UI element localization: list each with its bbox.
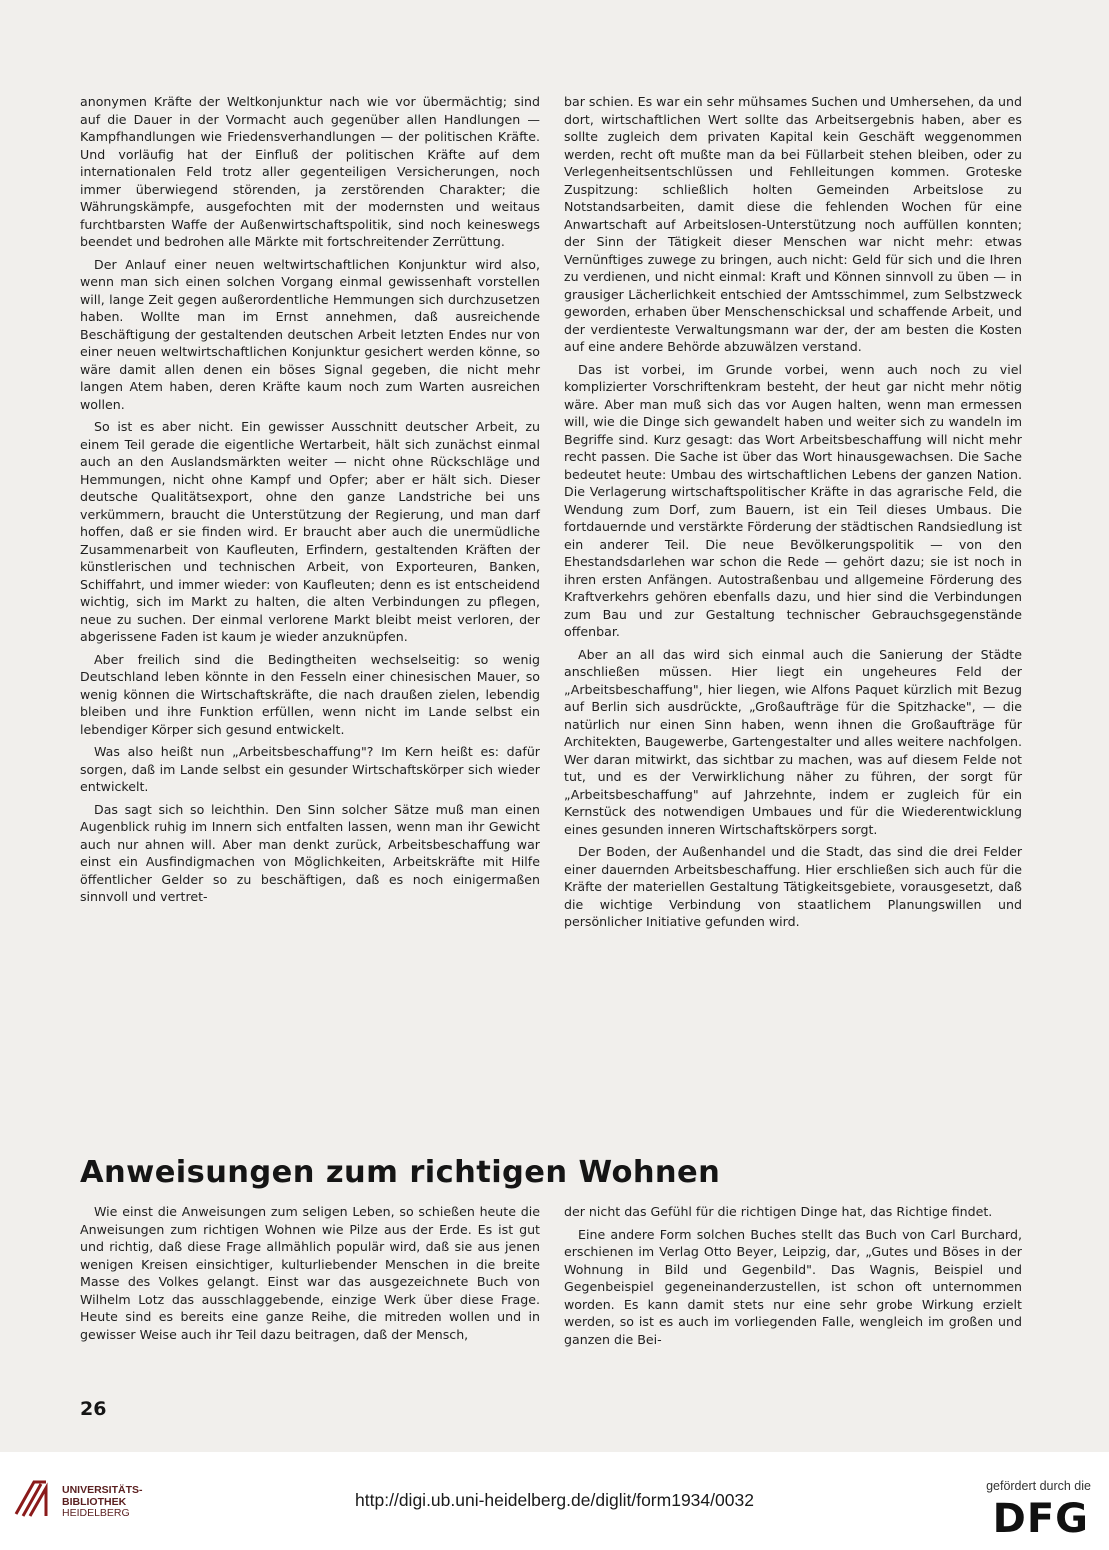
paragraph: Aber freilich sind die Bedingtheiten wechselseitig: so wenig Deutschland leben könnte in den Fesseln einer chinesischen Mauer, so wenig können die Wirtschaftskräfte, die nach draußen zielen, lebendig bleiben und ihre Funktion erfüllen, wenn nicht im Lande selbst ein lebendiger Körper sich gesund entwickelt. <box>80 651 540 737</box>
article-top-right-column <box>564 93 1022 936</box>
paragraph: anonymen Kräfte der Weltkonjunktur nach wie vor übermächtig; sind auf die Dauer in der Vormacht auch gegenüber allen Handlungen — Kampfhandlungen wie Friedensverhandlungen — der politischen Kräfte. Und vorläufig hat der Einfluß der politischen Kräfte auf dem internationalen Feld trotz aller gegenteiligen Versicherungen, noch immer überwiegend störenden, ja zerstörenden Charakter; die Währungskämpfe, ausgefochten mit der modernsten und weitaus furchtbarsten Waffe der Außenwirtschaftspolitik, sind noch keineswegs beendet und bedrohen alle Märkte mit fortschreitender Zerrüttung. <box>80 94 540 249</box>
paragraph: Der Anlauf einer neuen weltwirtschaftlichen Konjunktur wird also, wenn man sich einen solchen Vorgang einmal gewissenhaft vorstellen will, lange Zeit gegen außerordentliche Hemmungen sich durchzusetzen haben. Wollte man im Ernst annehmen, daß ausreichende Beschäftigung der gestaltenden deutschen Arbeit letzten Endes nur von einer neuen weltwirtschaftlichen Konjunktur gesichert werden könne, so wäre damit allen denen ein böses Signal gegeben, die nicht mehr langen Atem haben, deren Kräfte kaum noch zum Warten ausreichen wollen. <box>80 256 540 412</box>
funding-note: gefördert durch die <box>986 1479 1091 1493</box>
page-number: 26 <box>80 1398 107 1420</box>
paragraph: Wie einst die Anweisungen zum seligen Leben, so schießen heute die Anweisungen zum richtigen Wohnen wie Pilze aus der Erde. Es ist gut und richtig, daß diese Frage allmählich populär wird, daß sie aus jenen wenigen Kreisen einsichtiger, kulturliebender Menschen in die breite Masse des Volkes gelangt. Einst war das ausgezeichnete Buch von Wilhelm Lotz das ausschlaggebende, einzige Werk über diese Frage. Heute sind es bereits eine ganze Reihe, die mitreden wollen und in gewisser Weise auch ihr Teil dazu beitragen, daß der Mensch, <box>80 1204 540 1342</box>
article-headline: Anweisungen zum richtigen Wohnen <box>80 1155 721 1190</box>
paragraph: Das sagt sich so leichthin. Den Sinn solcher Sätze muß man einen Augenblick ruhig im Innern sich entfalten lassen, wenn man ihr Gewicht auch nur ahnen will. Aber man denkt zurück, Arbeitsbeschaffung war einst ein Ausfindigmachen von Möglichkeiten, Arbeitskräfte mit Hilfe öffentlicher Gelder so zu beschäftigen, daß es noch einigermaßen sinnvoll und vertret- <box>80 801 540 904</box>
library-name-line: HEIDELBERG <box>62 1507 130 1519</box>
article-bottom-left-column <box>80 1203 540 1348</box>
dfg-logo-text: DFG <box>992 1496 1089 1536</box>
digitization-footer <box>0 1452 1109 1550</box>
paragraph: Das ist vorbei, im Grunde vorbei, wenn auch noch zu viel komplizierter Vorschriftenkram besteht, der heut gar nicht mehr nötig wäre. Aber man muß sich das vor Augen halten, wenn man ermessen will, wie die Dinge sich gewandelt haben und weiter sich zu wandeln im Begriffe sind. Kurz gesagt: das Wort Arbeitsbeschaffung will nicht mehr recht passen. Die Sache ist über das Wort hinausgewachsen. Die Sache bedeutet heute: Umbau des wirtschaftlichen Lebens der ganzen Nation. Die Verlagerung wirtschaftspolitischer Kräfte in das agrarische Feld, die Wendung zum Dorf, zum Bauern, ist ein Teil dieses Umbaus. Die fortdauernde und verstärkte Förderung der städtischen Randsiedlung ist ein anderer Teil. Die neue Bevölkerungspolitik — von den Ehestandsdarlehen war schon die Rede — gehört dazu; sie ist noch in ihren ersten Anfängen. Autostraßenbau und allgemeine Förderung des Kraftverkehrs gehören ebenfalls dazu, und hier sind die Verbindungen zum Bau und zur Gestaltung technischer Gebrauchsgegenstände offenbar. <box>564 361 1022 639</box>
article-bottom-right-column <box>564 1203 1022 1353</box>
paragraph: So ist es aber nicht. Ein gewisser Ausschnitt deutscher Arbeit, zu einem Teil gerade die eigentliche Wertarbeit, hält sich zunächst einmal auch an den Auslandsmärkten weiter — nicht ohne Rückschläge und Hemmungen, nicht ohne Kampf und Opfer; aber er hält sich. Dieser deutsche Qualitätsexport, ohne den ganze Landstriche bei uns verkümmern, braucht die Unterstützung der Regierung, und man darf hoffen, daß er sie finden wird. Er braucht aber auch die unermüdliche Zusammenarbeit von Kaufleuten, Erfindern, gestaltenden Kräften der künstlerischen und technischen Arbeit, von Exporteuren, Banken, Schiffahrt, und immer wieder: von Kaufleuten; denn es ist entscheidend wichtig, sich im Markt zu halten, die alten Verbindungen zu pflegen, neue zu suchen. Der einmal verlorene Markt bleibt meist verloren, der abgerissene Faden ist kaum je wieder anzuknüpfen. <box>80 419 540 644</box>
library-name-line: UNIVERSITÄTS- <box>62 1484 143 1496</box>
paragraph: Was also heißt nun „Arbeitsbeschaffung"? Im Kern heißt es: dafür sorgen, daß im Lande selbst ein gesunder Wirtschaftskörper sich wieder entwickelt. <box>80 744 540 794</box>
paragraph: der nicht das Gefühl für die richtigen Dinge hat, das Richtige findet. <box>564 1204 993 1219</box>
article-top-left-column <box>80 93 540 911</box>
paragraph: Eine andere Form solchen Buches stellt das Buch von Carl Burchard, erschienen im Verlag Otto Beyer, Leipzig, dar, „Gutes und Böses in der Wohnung in Bild und Gegenbild". Das Wagnis, Beispiel und Gegenbeispiel gegeneinanderzustellen, ist schon oft unternommen worden. Es kann damit stets nur eine sehr grobe Wirkung erzielt werden, so ist es auch im vorliegenden Falle, wengleich im großen und ganzen die Bei- <box>564 1226 1022 1347</box>
paragraph: Aber an all das wird sich einmal auch die Sanierung der Städte anschließen müssen. Hier liegt ein ungeheures Feld der „Arbeitsbeschaffung", hier liegen, wie Alfons Paquet kürzlich mit Bezug auf Berlin sich ausdrückte, „Großaufträge für die Spitzhacke", — die natürlich nur einen Sinn haben, wenn ihnen die Großaufträge für Architekten, Baugewerbe, Gartengestalter und alles weitere nachfolgen. Wer daran mitwirkt, das sichtbar zu machen, was auf diesem Felde not tut, und es der Verwirklichung näher zu führen, der sorgt für „Arbeitsbeschaffung" auf Jahrzehnte, indem er zugleich für ein Kernstück des notwendigen Umbaues und für die Wiederentwicklung eines gesunden inneren Wirtschaftskörpers sorgt. <box>564 646 1022 837</box>
source-url-link[interactable]: http://digi.ub.uni-heidelberg.de/diglit/form1934/0032 <box>355 1490 754 1510</box>
dfg-logo-icon[interactable] <box>981 1496 1091 1536</box>
paragraph: bar schien. Es war ein sehr mühsames Suchen und Umhersehen, da und dort, wirtschaftlichen Wert sollte das Arbeitsergebnis haben, aber es sollte zugleich dem privaten Kapital kein Geschäft weggenommen werden, recht oft mußte man da bei Füllarbeit stehen bleiben, oder zu Verlegenheitsentschlüssen und Fehlleitungen kommen. Groteske Zuspitzung: schließlich holten Gemeinden Arbeitslose zu Notstandsarbeiten, damit diese die fehlenden Wochen für eine Anwartschaft auf Arbeitslosen-Unterstützung noch auffüllen konnten; der Sinn der Tätigkeit dieser Menschen war nicht mehr: etwas Vernünftiges zuwege zu bringen, auch nicht: Geld für sich und die Ihren zu verdienen, und nicht einmal: Kraft und Können sinnvoll zu üben — in grausiger Lächerlichkeit entschied der Amtsschimmel, zum Selbstzweck geworden, erhaben über Menschenschicksal und schaffende Arbeit, und der verdienteste Verwaltungsmann war der, der am besten die Kosten auf eine andere Behörde abzuwälzen verstand. <box>564 94 1022 354</box>
library-name-line: BIBLIOTHEK <box>62 1495 127 1508</box>
paragraph: Der Boden, der Außenhandel und die Stadt, das sind die drei Felder einer dauernden Arbeitsbeschaffung. Hier erschließen sich auch für die Kräfte der materiellen Gestaltung Tätigkeitsgebiete, vorausgesetzt, daß die wichtige Verbindung von staatlichem Planungswillen und persönlicher Initiative gefunden wird. <box>564 844 1022 929</box>
